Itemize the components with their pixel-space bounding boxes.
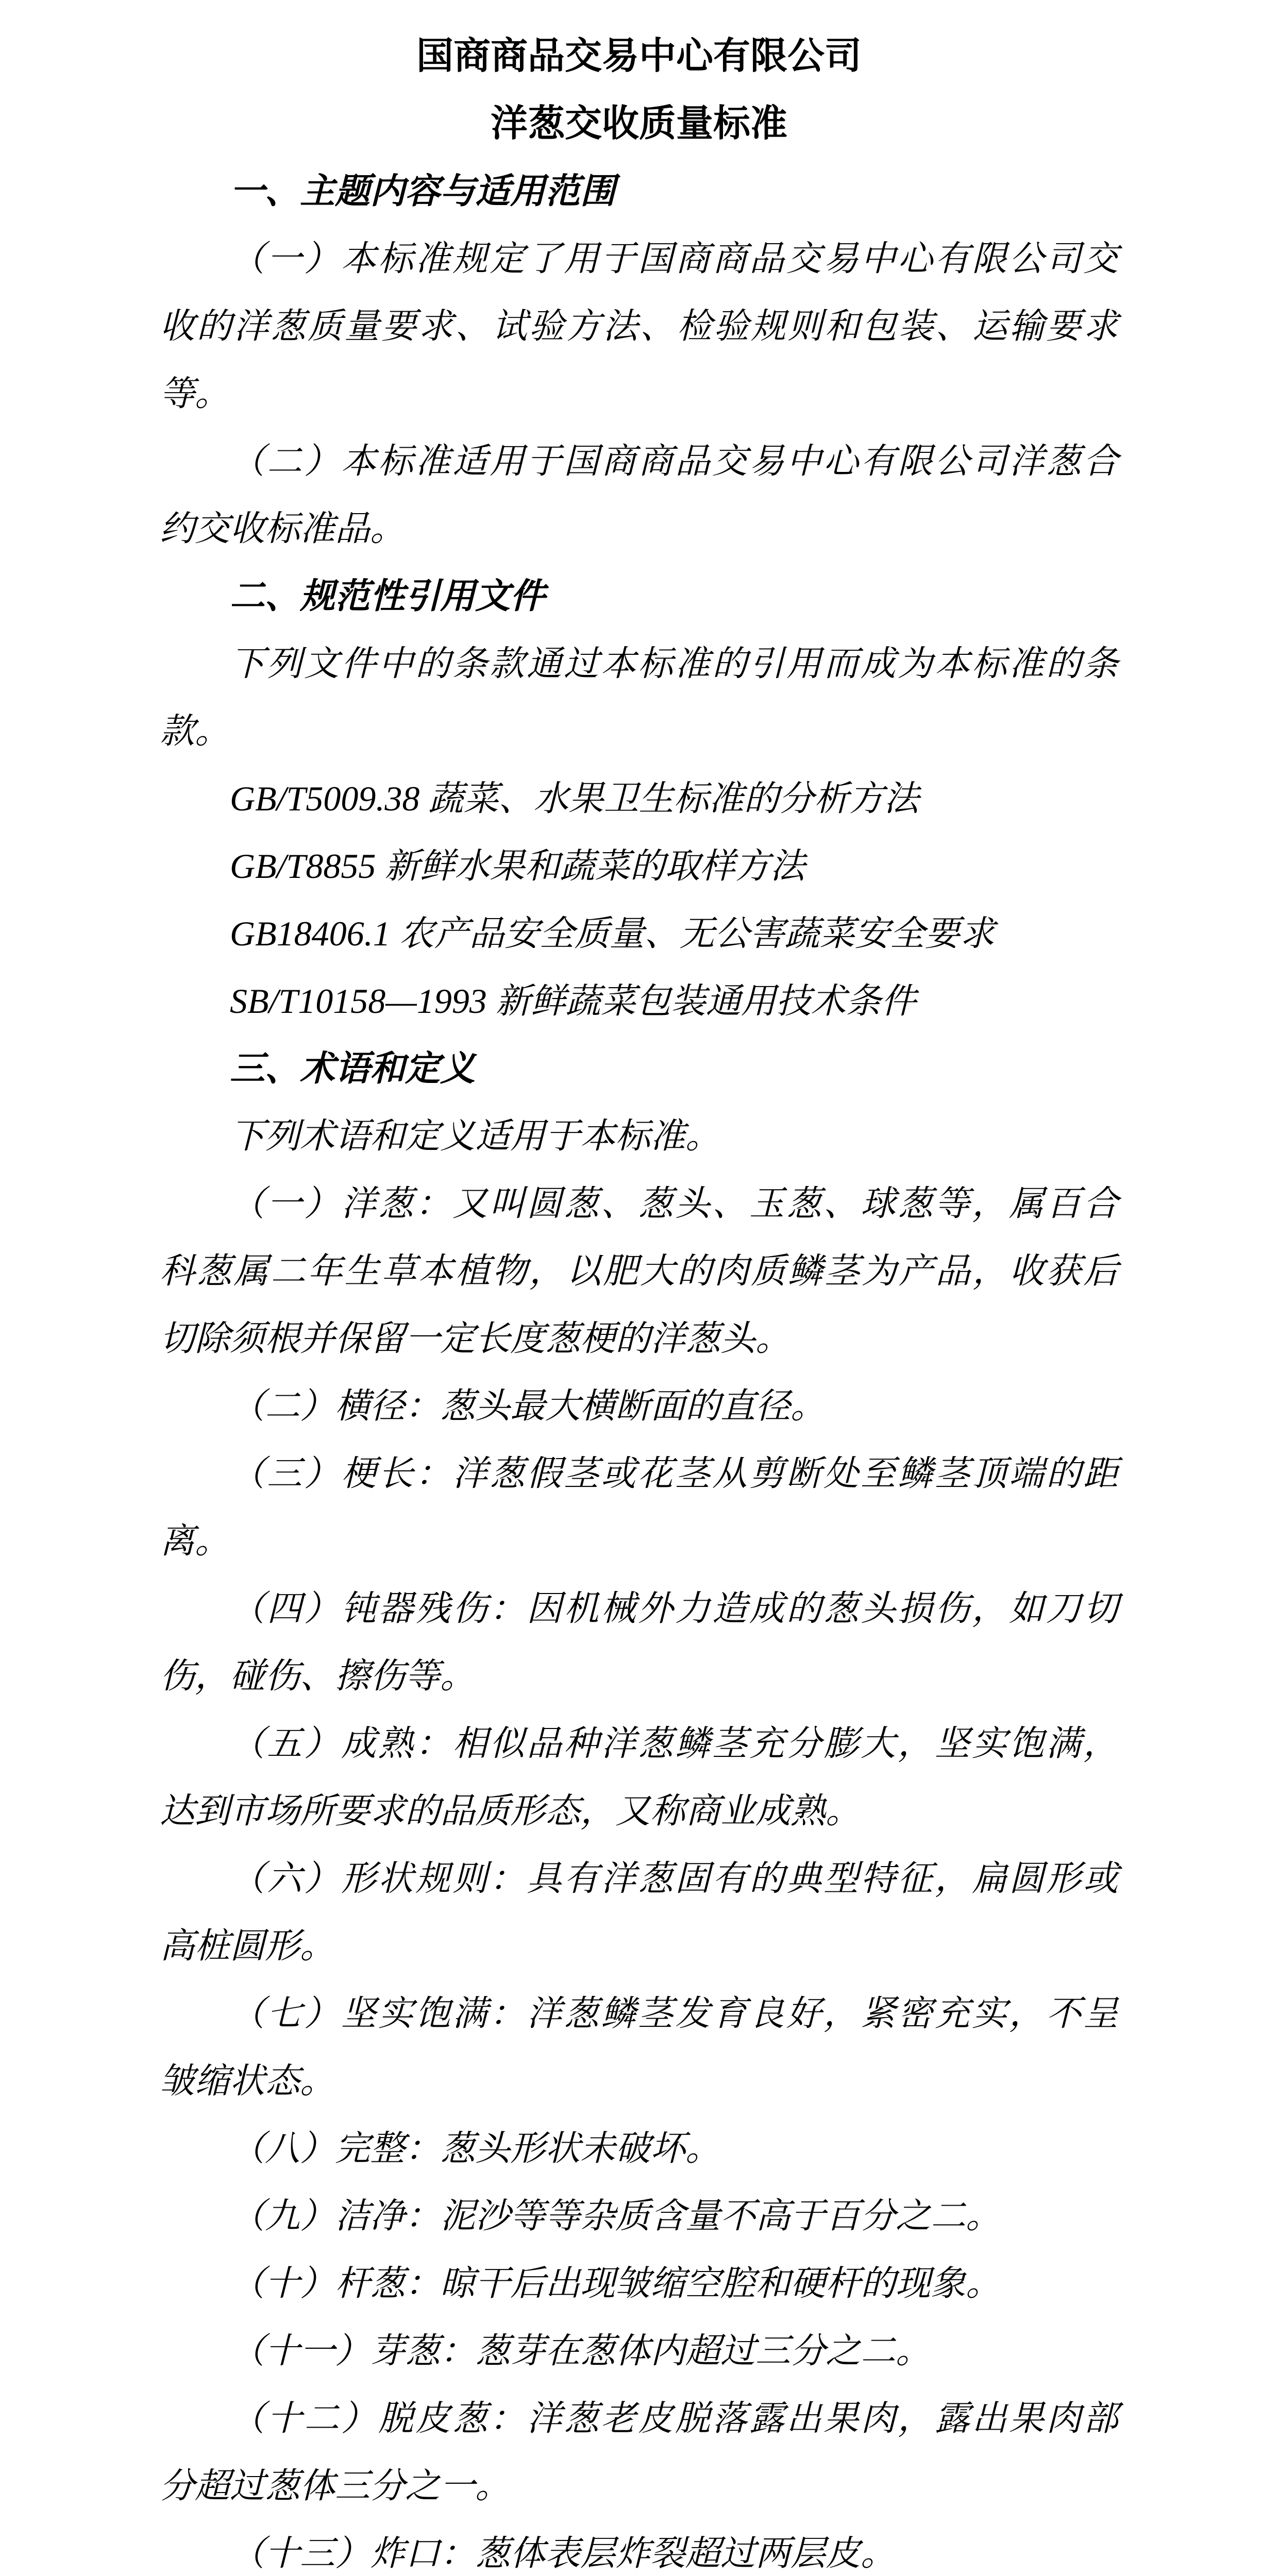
paragraph-line: （七）坚实饱满：洋葱鳞茎发育良好，紧密充实，不呈 bbox=[230, 1994, 1118, 2033]
paragraph-line: 科葱属二年生草本植物，以肥大的肉质鳞茎为产品，收获后 bbox=[160, 1251, 1118, 1291]
paragraph-line: （十三）炸口：葱体表层炸裂超过两层皮。 bbox=[230, 2534, 896, 2573]
paragraph-line: 高桩圆形。 bbox=[160, 1926, 335, 1965]
paragraph-line: （二）横径：葱头最大横断面的直径。 bbox=[230, 1386, 826, 1426]
paragraph-line: （一）本标准规定了用于国商商品交易中心有限公司交 bbox=[230, 239, 1118, 278]
paragraph-line: 约交收标准品。 bbox=[160, 509, 406, 548]
document-subtitle: 洋葱交收质量标准 bbox=[490, 103, 787, 144]
paragraph-line: 下列术语和定义适用于本标准。 bbox=[230, 1116, 721, 1156]
paragraph-line: （五）成熟：相似品种洋葱鳞茎充分膨大，坚实饱满， bbox=[230, 1724, 1118, 1763]
paragraph-line: 款。 bbox=[160, 711, 230, 751]
paragraph-line: （四）钝器残伤：因机械外力造成的葱头损伤，如刀切 bbox=[230, 1589, 1118, 1628]
paragraph-line: （一）洋葱：又叫圆葱、葱头、玉葱、球葱等，属百合 bbox=[230, 1184, 1118, 1223]
paragraph-line: （二）本标准适用于国商商品交易中心有限公司洋葱合 bbox=[230, 442, 1118, 481]
paragraph-line: 离。 bbox=[160, 1521, 230, 1561]
reference-line: GB18406.1 农产品安全质量、无公害蔬菜安全要求 bbox=[230, 914, 995, 953]
paragraph-line: 切除须根并保留一定长度葱梗的洋葱头。 bbox=[160, 1319, 791, 1358]
paragraph-line: 达到市场所要求的品质形态，又称商业成熟。 bbox=[160, 1791, 861, 1831]
section-heading: 三、术语和定义 bbox=[230, 1049, 476, 1088]
paragraph-line: （十一）芽葱：葱芽在葱体内超过三分之二。 bbox=[230, 2331, 931, 2370]
paragraph-line: （六）形状规则：具有洋葱固有的典型特征，扁圆形或 bbox=[230, 1859, 1118, 1898]
paragraph-line: （十二）脱皮葱：洋葱老皮脱落露出果肉，露出果肉部 bbox=[230, 2399, 1118, 2438]
paragraph-line: 下列文件中的条款通过本标准的引用而成为本标准的条 bbox=[230, 644, 1118, 683]
paragraph-line: 皱缩状态。 bbox=[160, 2061, 335, 2100]
paragraph-line: （九）洁净：泥沙等等杂质含量不高于百分之二。 bbox=[230, 2196, 1001, 2235]
reference-line: GB/T8855 新鲜水果和蔬菜的取样方法 bbox=[230, 846, 805, 886]
reference-line: GB/T5009.38 蔬菜、水果卫生标准的分析方法 bbox=[230, 779, 919, 818]
paragraph-line: （八）完整：葱头形状未破坏。 bbox=[230, 2129, 721, 2168]
paragraph-line: 收的洋葱质量要求、试验方法、检验规则和包装、运输要求 bbox=[160, 307, 1118, 346]
paragraph-line: （十）杆葱：晾干后出现皱缩空腔和硬杆的现象。 bbox=[230, 2264, 1001, 2303]
paragraph-line: 分超过葱体三分之一。 bbox=[160, 2466, 511, 2505]
section-heading: 二、规范性引用文件 bbox=[230, 577, 546, 616]
reference-line: SB/T10158—1993 新鲜蔬菜包装通用技术条件 bbox=[230, 981, 916, 1021]
paragraph-line: 伤，碰伤、擦伤等。 bbox=[160, 1656, 476, 1696]
paragraph-line: 等。 bbox=[160, 374, 230, 413]
paragraph-line: （三）梗长：洋葱假茎或花茎从剪断处至鳞茎顶端的距 bbox=[230, 1454, 1118, 1493]
document-title: 国商商品交易中心有限公司 bbox=[416, 36, 862, 77]
section-heading: 一、主题内容与适用范围 bbox=[230, 172, 616, 211]
